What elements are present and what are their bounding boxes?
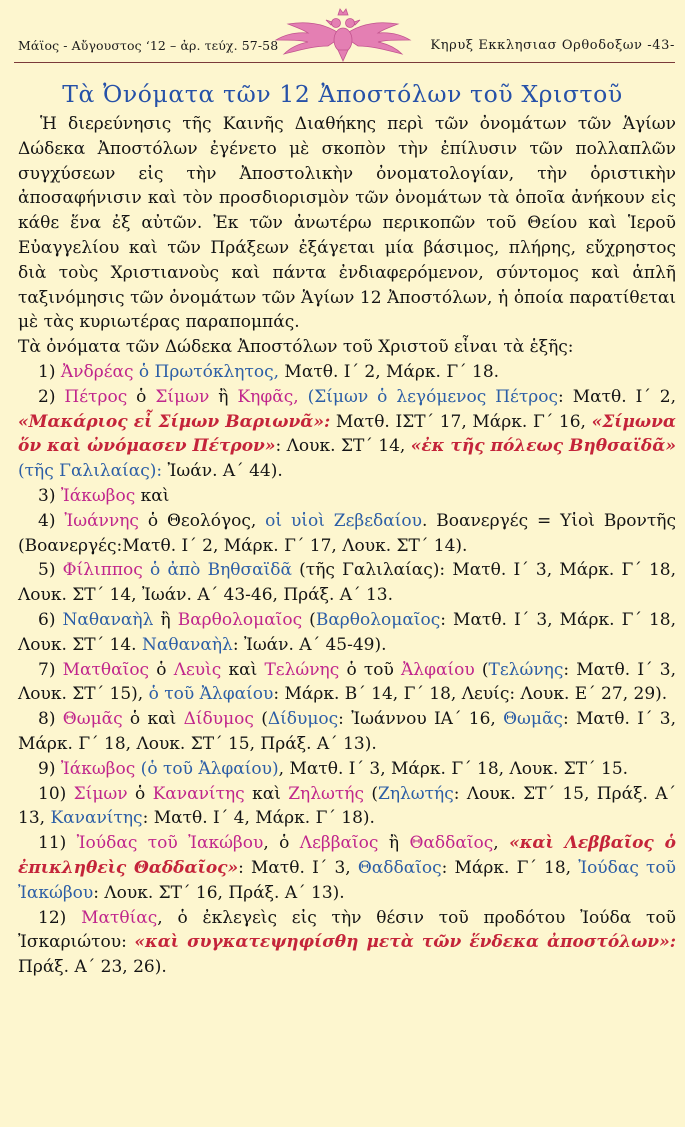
entry-text: : Ματθ. Ι΄ 2, xyxy=(558,386,677,407)
entry-text: ὁ Θεολόγος, xyxy=(138,510,266,531)
apostle-name: Κανανίτης xyxy=(50,808,143,829)
apostle-name: (τῆς Γαλιλαίας): xyxy=(18,461,163,482)
apostle-entry xyxy=(18,385,676,484)
apostle-name: Λεββαῖος xyxy=(299,833,379,854)
apostle-name: Θαδδαῖος xyxy=(357,857,442,878)
scripture-quote: «ἐκ τῆς πόλεως Βηθσαϊδᾶ» xyxy=(410,436,676,457)
apostle-name: Λευὶς xyxy=(173,659,222,680)
list-intro: Τὰ ὀνόματα τῶν Δώδεκα Ἀποστόλων τοῦ Χριστοῦ εἶναι τὰ ἑξῆς: xyxy=(18,337,574,358)
apostle-entry xyxy=(18,831,676,905)
apostle-name: Θαδδαῖος xyxy=(409,833,494,854)
entry-text: 12) xyxy=(38,907,82,928)
entry-text: 8) xyxy=(38,709,63,730)
entry-text: καὶ xyxy=(244,783,289,804)
entry-text: 1) xyxy=(38,361,61,382)
apostle-entry xyxy=(18,782,676,832)
entry-text: , ὁ ἐκλεγεὶς εἰς τὴν θέσιν τοῦ προδότου Ἰούδα τοῦ Ἰσκαριώτου: xyxy=(18,907,676,953)
entry-text: ὁ xyxy=(127,386,156,407)
entry-text: : Λουκ. ΣΤ΄ 15, Πράξ. Α΄ 13, xyxy=(18,783,677,829)
entry-text: : Ἰωάν. Α΄ 45-49). xyxy=(232,634,387,655)
entry-text: Ματθ. ΙΣΤ΄ 17, Μάρκ. Γ΄ 16, xyxy=(330,411,592,432)
entry-text: : Μάρκ. Β΄ 14, Γ΄ 18, Λευίς: Λουκ. Ε΄ 27, 29). xyxy=(273,684,668,705)
apostle-name: Ἰάκωβος xyxy=(60,758,136,779)
apostle-entry xyxy=(18,608,676,658)
apostle-name: Βαρθολομαῖος xyxy=(315,609,441,630)
apostle-name: Ζηλωτής xyxy=(378,783,454,804)
entry-text: 9) xyxy=(38,758,61,779)
entry-text: : Ματθ. Ι΄ 3, Μάρκ. Γ΄ 18, Λουκ. ΣΤ΄ 15, Πράξ. Α΄ 13). xyxy=(18,709,676,754)
magazine-title-page-number: Κηρυξ Εκκλησιασ Ορθοδοξων -43- xyxy=(430,38,675,53)
apostle-entry xyxy=(18,906,676,980)
scripture-quote: «Σίμωνα ὅν καὶ ὠνόμασεν Πέτρον» xyxy=(18,411,676,457)
entry-text: ( xyxy=(474,659,489,680)
apostle-entry xyxy=(18,658,676,708)
apostle-name: Δίδυμος xyxy=(267,709,339,730)
scripture-quote: «καὶ Λεββαῖος ὁ ἐπικληθεὶς Θαδδαῖος» xyxy=(18,833,677,878)
entry-text: : Λουκ. ΣΤ΄ 14, xyxy=(275,436,411,457)
entry-text: . Βοανεργές = Υἱοὶ Βροντῆς (Βοανεργές:Ματθ. Ι΄ 2, Μάρκ. Γ΄ 17, Λουκ. ΣΤ΄ 14). xyxy=(18,510,676,556)
entry-text: ὁ xyxy=(127,783,153,804)
entry-text: ὁ τοῦ xyxy=(339,659,402,680)
entry-text: , ὁ xyxy=(263,833,300,854)
apostle-name: (Σίμων ὁ λεγόμενος Πέτρος xyxy=(298,386,559,407)
apostle-name: Ἰάκωβος xyxy=(60,485,136,506)
apostle-name: Σίμων xyxy=(155,386,210,407)
apostle-name: Τελώνης xyxy=(264,659,340,680)
apostle-name: Τελώνης xyxy=(488,659,564,680)
header-divider xyxy=(14,62,675,63)
scripture-quote: «Μακάριος εἶ Σίμων Βαριωνᾶ»: xyxy=(18,411,331,432)
entry-text: Ματθ. Ι΄ 2, Μάρκ. Γ΄ 18. xyxy=(279,361,500,382)
apostle-name: Πέτρος xyxy=(64,386,128,407)
entry-text: 3) xyxy=(38,485,61,506)
entry-text: ὁ καὶ xyxy=(122,709,184,730)
intro-paragraph: Ἡ διερεύνησις τῆς Καινῆς Διαθήκης περὶ τῶν ὀνομάτων τῶν Ἁγίων Δώδεκα Ἀποστόλων ἐγένετο μὲ σκοπὸν τὴν ἐπίλυσιν τῶν πολλαπλῶν συγχύσεων εἰς τὴν Ἀποστολικὴν ὀνοματολογίαν, τὴν ὁριστικὴν ἀποσαφήνισιν καὶ τὸν προσδιορισμὸν τῶν ὀνομάτων τὰ ὁποῖα ἀνήκουν εἰς κάθε ἕνα ἐξ αὐτῶν. Ἐκ τῶν ἀνωτέρω περικοπῶν τοῦ Θείου καὶ Ἱεροῦ Εὐαγγελίου καὶ τῶν Πράξεων ἐξάγεται μία βάσιμος, πλήρης, εὔχρηστος διὰ τοὺς Χριστιανοὺς καὶ πάντα ἐνδιαφερόμενον, σύντομος καὶ ἁπλῆ ταξινόμησις τῶν ὀνομάτων τῶν Ἁγίων 12 Ἀποστόλων, ἡ ὁποία παρατίθεται μὲ τὰς κυριωτέρας παραπομπάς. xyxy=(18,114,676,333)
apostle-name: Βαρθολομαῖος xyxy=(177,609,303,630)
apostle-name: Ἀνδρέας xyxy=(60,361,134,382)
apostle-name: Δίδυμος xyxy=(183,709,254,730)
entry-text: 2) xyxy=(38,386,65,407)
apostle-name: Ζηλωτής xyxy=(288,783,364,804)
apostle-entry xyxy=(18,509,676,559)
apostle-name: Θωμᾶς xyxy=(62,709,123,730)
entry-text: : Λουκ. ΣΤ΄ 16, Πράξ. Α΄ 13). xyxy=(93,882,345,903)
double-headed-eagle-icon xyxy=(268,6,418,62)
apostle-name: ὁ Πρωτόκλητος, xyxy=(133,361,280,382)
apostle-entry xyxy=(18,558,676,608)
apostle-entry xyxy=(18,484,676,509)
entry-text: : Ἰωάννου ΙΑ΄ 16, xyxy=(338,709,504,730)
entry-text: καὶ xyxy=(135,485,170,506)
entry-text: (τῆς Γαλιλαίας): Ματθ. Ι΄ 3, Μάρκ. Γ΄ 18, Λουκ. ΣΤ΄ 14, Ἰωάν. Α΄ 43-46, Πράξ. Α΄ 13. xyxy=(18,560,677,606)
entry-text: : Ματθ. Ι΄ 3, Μάρκ. Γ΄ 18, Λουκ. ΣΤ΄ 14. xyxy=(18,609,676,655)
apostle-name: Κανανίτης xyxy=(152,783,245,804)
apostle-name: Φίλιππος xyxy=(62,560,143,581)
entry-text: , Ματθ. Ι΄ 3, Μάρκ. Γ΄ 18, Λουκ. ΣΤ΄ 15. xyxy=(278,758,629,779)
entry-text: ( xyxy=(253,709,268,730)
apostle-entry xyxy=(18,707,676,757)
entry-text: ὁ xyxy=(149,659,174,680)
scripture-quote: «καὶ συγκατεψηφίσθη μετὰ τῶν ἕνδεκα ἀποστόλων»: xyxy=(134,932,676,953)
entry-text: : Ματθ. Ι΄ 3, Λουκ. ΣΤ΄ 15), xyxy=(18,659,677,705)
apostle-entry xyxy=(18,757,676,782)
apostle-name: Σίμων xyxy=(73,783,128,804)
apostle-name: ὁ τοῦ Ἀλφαίου xyxy=(148,684,274,705)
entry-text: 6) xyxy=(38,609,63,630)
entry-text: Ἰωάν. Α΄ 44). xyxy=(162,461,283,482)
entry-text: 5) xyxy=(38,560,63,581)
apostle-entry xyxy=(18,360,676,385)
apostle-list xyxy=(18,360,676,980)
apostle-name: Ἰούδας τοῦ Ἰακώβου xyxy=(18,857,677,903)
entry-text: Πράξ. Α΄ 23, 26). xyxy=(18,957,167,978)
article-title: Τὰ Ὀνόματα τῶν 12 Ἀποστόλων τοῦ Χριστοῦ xyxy=(62,80,623,108)
apostle-name: ὁ ἀπὸ Βηθσαϊδᾶ xyxy=(142,560,292,581)
apostle-name: Κηφᾶς, xyxy=(237,386,299,407)
entry-text: ἢ xyxy=(153,609,178,630)
page-header xyxy=(0,0,685,80)
apostle-name: (ὁ τοῦ Ἀλφαίου) xyxy=(135,758,279,779)
apostle-name: Ματθίας xyxy=(81,907,158,928)
entry-text: 11) xyxy=(38,833,77,854)
issue-info: Μάϊος - Αὔγουστος ‘12 – ἀρ. τεύχ. 57-58 xyxy=(18,38,279,53)
apostle-name: οἱ υἱοὶ Ζεβεδαίου xyxy=(265,510,422,531)
entry-text: 7) xyxy=(38,659,63,680)
entry-text: ἢ xyxy=(209,386,238,407)
apostle-name: Ματθαῖος xyxy=(62,659,150,680)
entry-text: : Ματθ. Ι΄ 3, xyxy=(238,857,358,878)
apostle-name: Θωμᾶς xyxy=(503,709,563,730)
apostle-name: Ναθαναὴλ xyxy=(62,609,154,630)
entry-text: 4) xyxy=(38,510,65,531)
entry-text: 10) xyxy=(38,783,74,804)
entry-text: καὶ xyxy=(221,659,265,680)
entry-text: : Μάρκ. Γ΄ 18, xyxy=(441,857,579,878)
entry-text: ( xyxy=(302,609,316,630)
entry-text: : Ματθ. Ι΄ 4, Μάρκ. Γ΄ 18). xyxy=(142,808,375,829)
article-body xyxy=(18,112,676,980)
apostle-name: Ναθαναὴλ xyxy=(141,634,233,655)
entry-text: , xyxy=(493,833,510,854)
apostle-name: Ἰωάννης xyxy=(64,510,139,531)
entry-text: ἢ xyxy=(378,833,410,854)
apostle-name: Ἰούδας τοῦ Ἰακώβου xyxy=(76,833,264,854)
apostle-name: Ἀλφαίου xyxy=(401,659,475,680)
entry-text: ( xyxy=(364,783,379,804)
